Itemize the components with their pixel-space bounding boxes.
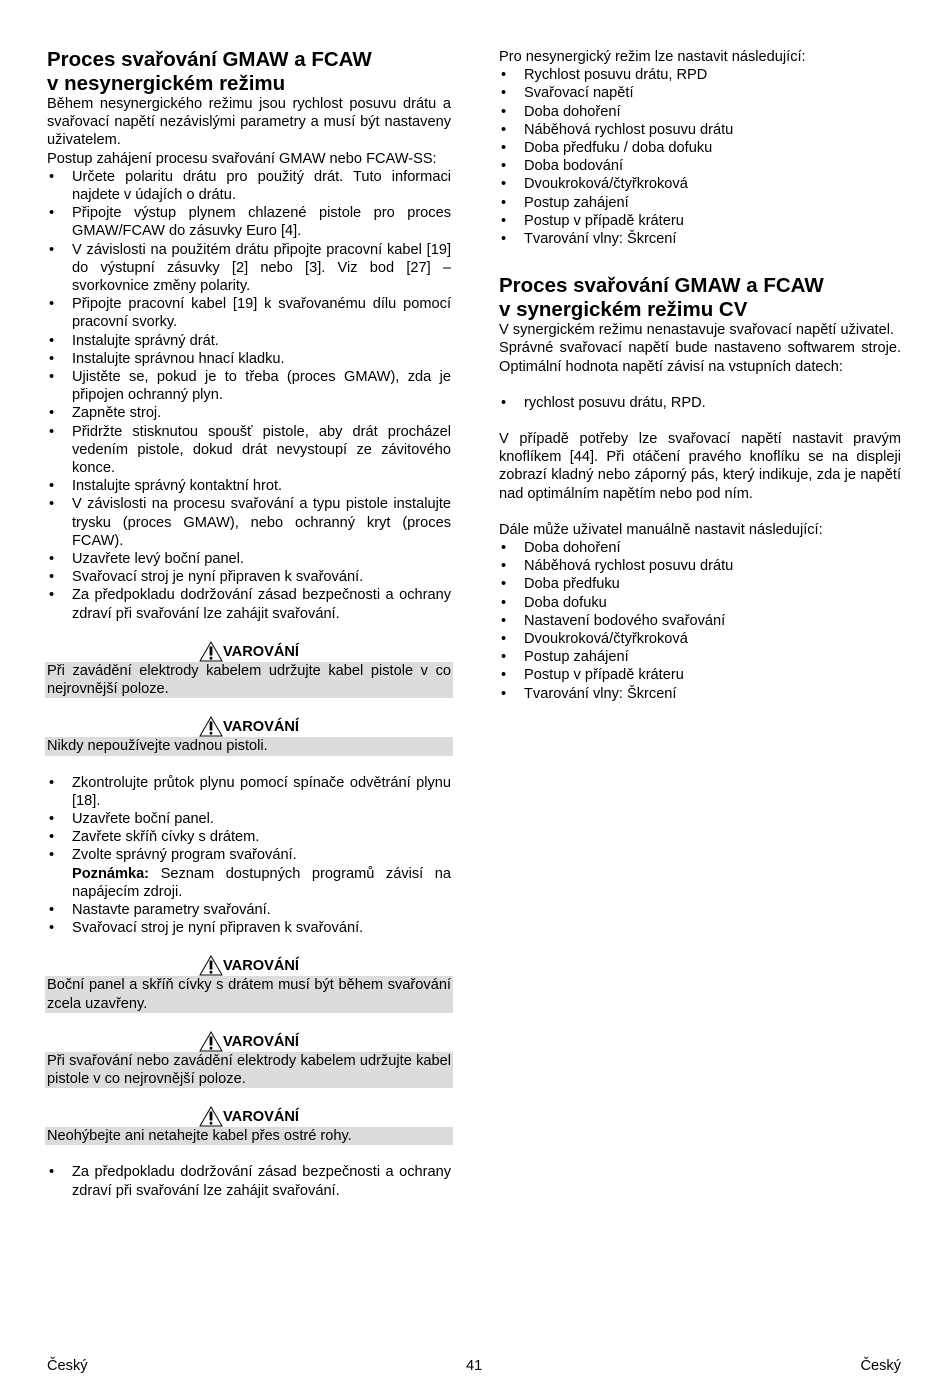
procedure-steps xyxy=(47,168,451,623)
section-title-nonsynergic: Proces svařování GMAW a FCAW v nesynergickém režimu xyxy=(47,48,372,95)
list-item: • Svařovací stroj je nyní připraven k svařování. xyxy=(47,919,451,937)
list-item: • Dvoukroková/čtyřkroková xyxy=(499,630,901,648)
list-item: • Postup v případě kráteru xyxy=(499,212,901,230)
nonsynergic-settings-list xyxy=(499,66,901,248)
note-text: Seznam dostupných programů závisí na napájecím zdroji. xyxy=(72,865,451,900)
section-title-synergic: Proces svařování GMAW a FCAW v synergickém režimu CV xyxy=(499,274,824,321)
list-item: • Uzavřete boční panel. xyxy=(47,810,451,828)
warning-triangle-icon xyxy=(199,955,223,976)
synergic-settings-list xyxy=(499,539,901,703)
list-item: • Postup zahájení xyxy=(499,194,901,212)
list-item: • Připojte pracovní kabel [19] k svařovanému dílu pomocí pracovní svorky. xyxy=(47,295,451,331)
list-item: • Ujistěte se, pokud je to třeba (proces GMAW), zda je připojen ochranný plyn. xyxy=(47,368,451,404)
synergic-paragraph: Správné svařovací napětí bude nastaveno softwarem stroje. Optimální hodnota napětí závisí na vstupních datech: xyxy=(499,340,901,375)
list-item: • Zavřete skříň cívky s drátem. xyxy=(47,828,451,846)
list-item: • Doba dohoření xyxy=(499,103,901,121)
list-item: • Doba bodování xyxy=(499,157,901,175)
list-item: • V závislosti na procesu svařování a typu pistole instalujte trysku (proces GMAW), nebo ochranný kryt (proces FCAW). xyxy=(47,495,451,550)
warning-box: Boční panel a skříň cívky s drátem musí být během svařování zcela uzavřeny. xyxy=(47,977,451,1012)
synergic-input-list xyxy=(499,394,901,412)
list-item: • Tvarování vlny: Škrcení xyxy=(499,685,901,703)
warning-triangle-icon xyxy=(199,641,223,662)
list-item: • Svařovací stroj je nyní připraven k svařování. xyxy=(47,568,451,586)
list-item: • Instalujte správnou hnací kladku. xyxy=(47,350,451,368)
list-item: • rychlost posuvu drátu, RPD. xyxy=(499,394,901,412)
intro-paragraph: Během nesynergického režimu jsou rychlost posuvu drátu a svařovací napětí nezávislými parametry a musí být nastaveny uživatelem. xyxy=(47,96,451,149)
procedure-steps-2 xyxy=(47,774,451,938)
warning-heading: VAROVÁNÍ xyxy=(47,955,451,976)
warning-box: Nikdy nepoužívejte vadnou pistoli. xyxy=(45,737,453,755)
list-item: • V závislosti na použitém drátu připojte pracovní kabel [19] do výstupní zásuvky [2] nebo [3]. Viz bod [27] – svorkovnice změny polarity. xyxy=(47,241,451,296)
list-item: • Instalujte správný drát. xyxy=(47,332,451,350)
list-item: • Instalujte správný kontaktní hrot. xyxy=(47,477,451,495)
warning-triangle-icon xyxy=(199,1031,223,1052)
procedure-intro: Postup zahájení procesu svařování GMAW nebo FCAW-SS: xyxy=(47,150,437,167)
list-item: • Doba předfuku / doba dofuku xyxy=(499,139,901,157)
list-item: • Zvolte správný program svařování. Poznámka: Seznam dostupných programů závisí na napájecím zdroji. xyxy=(47,846,451,901)
synergic-paragraph: V případě potřeby lze svařovací napětí nastavit pravým knoflíkem [44]. Při otáčení pravého knoflíku se na displeji zobrazí kladný nebo záporný pás, který indikuje, zda je napětí nad optimálním napětím nebo pod ním. xyxy=(499,431,901,502)
list-item: • Náběhová rychlost posuvu drátu xyxy=(499,121,901,139)
final-step-list xyxy=(47,1163,451,1199)
list-item: • Doba předfuku xyxy=(499,575,901,593)
left-column xyxy=(47,48,451,1200)
warning-heading: VAROVÁNÍ xyxy=(47,716,451,737)
list-item: • Uzavřete levý boční panel. xyxy=(47,550,451,568)
list-item: • Dvoukroková/čtyřkroková xyxy=(499,175,901,193)
footer-language-left: Český xyxy=(47,1358,88,1374)
synergic-settings-intro: Dále může uživatel manuálně nastavit následující: xyxy=(499,521,823,538)
right-column xyxy=(499,48,901,703)
list-item: • Doba dohoření xyxy=(499,539,901,557)
list-item: • Rychlost posuvu drátu, RPD xyxy=(499,66,901,84)
list-item: • Připojte výstup plynem chlazené pistole pro proces GMAW/FCAW do zásuvky Euro [4]. xyxy=(47,204,451,240)
warning-triangle-icon xyxy=(199,1106,223,1127)
list-item: • Svařovací napětí xyxy=(499,84,901,102)
list-item: • Nastavení bodového svařování xyxy=(499,612,901,630)
list-item: • Tvarování vlny: Škrcení xyxy=(499,230,901,248)
warning-box: Při zavádění elektrody kabelem udržujte kabel pistole v co nejrovnější poloze. xyxy=(47,662,451,698)
list-item: • Přidržte stisknutou spoušť pistole, aby drát procházel vedením pistole, dokud drát nevystoupí ze závitového konce. xyxy=(47,423,451,478)
warning-heading: VAROVÁNÍ xyxy=(47,1106,451,1127)
list-item: • Postup zahájení xyxy=(499,648,901,666)
list-item: • Náběhová rychlost posuvu drátu xyxy=(499,557,901,575)
page-number: 41 xyxy=(466,1358,483,1374)
list-item: • Určete polaritu drátu pro použitý drát. Tuto informaci najdete v údajích o drátu. xyxy=(47,168,451,204)
list-item: • Doba dofuku xyxy=(499,594,901,612)
list-item: • Zkontrolujte průtok plynu pomocí spínače odvětrání plynu [18]. xyxy=(47,774,451,810)
list-item: • Zapněte stroj. xyxy=(47,404,451,422)
nonsynergic-settings-intro: Pro nesynergický režim lze nastavit následující: xyxy=(499,49,806,65)
synergic-paragraph: V synergickém režimu nenastavuje svařovací napětí uživatel. xyxy=(499,322,895,339)
list-item: • Nastavte parametry svařování. xyxy=(47,901,451,919)
list-item: • Za předpokladu dodržování zásad bezpečnosti a ochrany zdraví při svařování lze zahájit svařování. xyxy=(47,1163,451,1199)
list-item: • Za předpokladu dodržování zásad bezpečnosti a ochrany zdraví při svařování lze zahájit svařování. xyxy=(47,586,451,622)
list-item: • Postup v případě kráteru xyxy=(499,666,901,684)
warning-box: Neohýbejte ani netahejte kabel přes ostré rohy. xyxy=(45,1127,453,1145)
warning-heading: VAROVÁNÍ xyxy=(47,641,451,662)
warning-triangle-icon xyxy=(199,716,223,737)
warning-box: Při svařování nebo zavádění elektrody kabelem udržujte kabel pistole v co nejrovnější poloze. xyxy=(47,1052,451,1087)
footer-language-right: Český xyxy=(860,1358,901,1374)
warning-heading: VAROVÁNÍ xyxy=(47,1031,451,1052)
note-label: Poznámka: xyxy=(72,865,150,882)
